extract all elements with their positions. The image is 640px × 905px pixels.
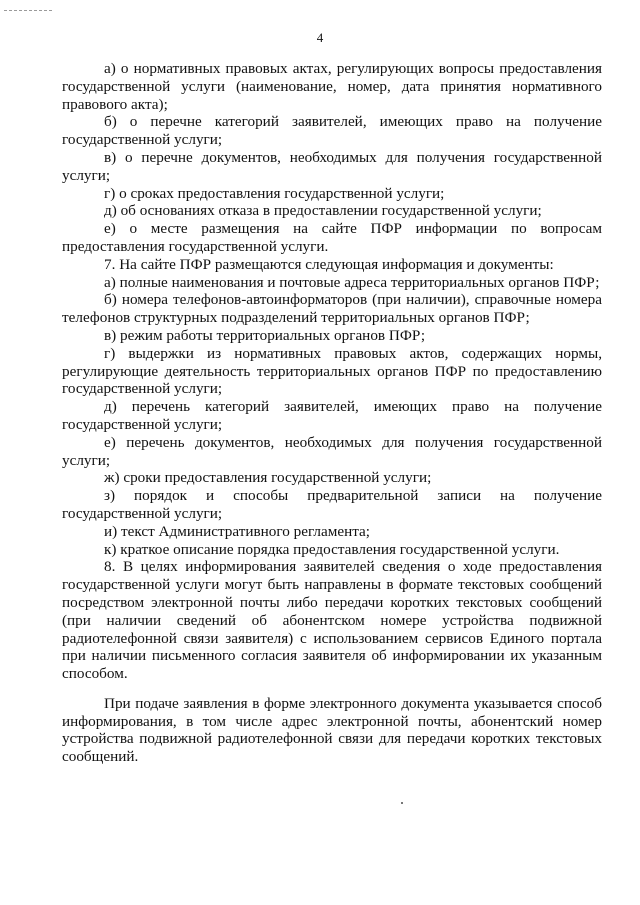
page-number: 4 [316,30,324,45]
paragraph-7a: а) полные наименования и почтовые адреса территориальных органов ПФР; [104,273,600,291]
paragraph-8: 8. В целях информирования заявителей сведения о ходе предоставления государственной услуги могут быть направлены в формате текстовых сообщений посредством электронной почты либо передачи коротких текстовых сообщений (при наличии сведений об абонентском номере устройства подвижной радиотелефонной связи заявителя) с использованием сервисов Единого портала при наличии письменного согласия заявителя об информировании их указанным способом. [62,558,602,683]
paragraph-8-continued: При подаче заявления в форме электронного документа указывается способ информирования, в том числе адрес электронной почты, абонентский номер устройства подвижной радиотелефонной связи для передачи коротких текстовых сообщений. [62,694,602,766]
paragraph-7zh: ж) сроки предоставления государственной услуги; [104,469,432,487]
paragraph-7i: и) текст Административного регламента; [104,522,371,540]
paragraph-7z: з) порядок и способы предварительной записи на получение государственной услуги; [62,487,602,522]
paragraph-6b: б) о перечне категорий заявителей, имеющих право на получение государственной услуги; [62,113,602,149]
paragraph-7: 7. На сайте ПФР размещаются следующая информация и документы: [104,255,554,273]
paragraph-6v: в) о перечне документов, необходимых для получения государственной услуги; [62,148,602,184]
paragraph-7g: г) выдержки из нормативных правовых актов, содержащих нормы, регулирующие деятельность территориальных органов ПФР по предоставлению государственной услуги; [62,344,602,398]
paragraph-7k: к) краткое описание порядка предоставления государственной услуги. [104,540,560,558]
paragraph-6d: д) об основаниях отказа в предоставлении государственной услуги; [104,202,542,220]
paragraph-6e: е) о месте размещения на сайте ПФР информации по вопросам предоставления государственной услуги. [62,220,602,255]
scan-speck [401,802,403,804]
paragraph-7v: в) режим работы территориальных органов ПФР; [104,326,426,344]
document-body [62,60,602,766]
paragraph-6g: г) о сроках предоставления государственной услуги; [104,184,445,202]
paragraph-6a: а) о нормативных правовых актах, регулирующих вопросы предоставления государственной услуги (наименование, номер, дата принятия нормативного правового акта); [62,60,602,113]
paragraph-7e: е) перечень документов, необходимых для получения государственной услуги; [62,433,602,469]
paragraph-7b: б) номера телефонов-автоинформаторов (при наличии), справочные номера телефонов структурных подразделений территориальных органов ПФР; [62,291,602,327]
paragraph-7d: д) перечень категорий заявителей, имеющих право на получение государственной услуги; [62,398,602,433]
scan-corner-mark [4,10,52,11]
